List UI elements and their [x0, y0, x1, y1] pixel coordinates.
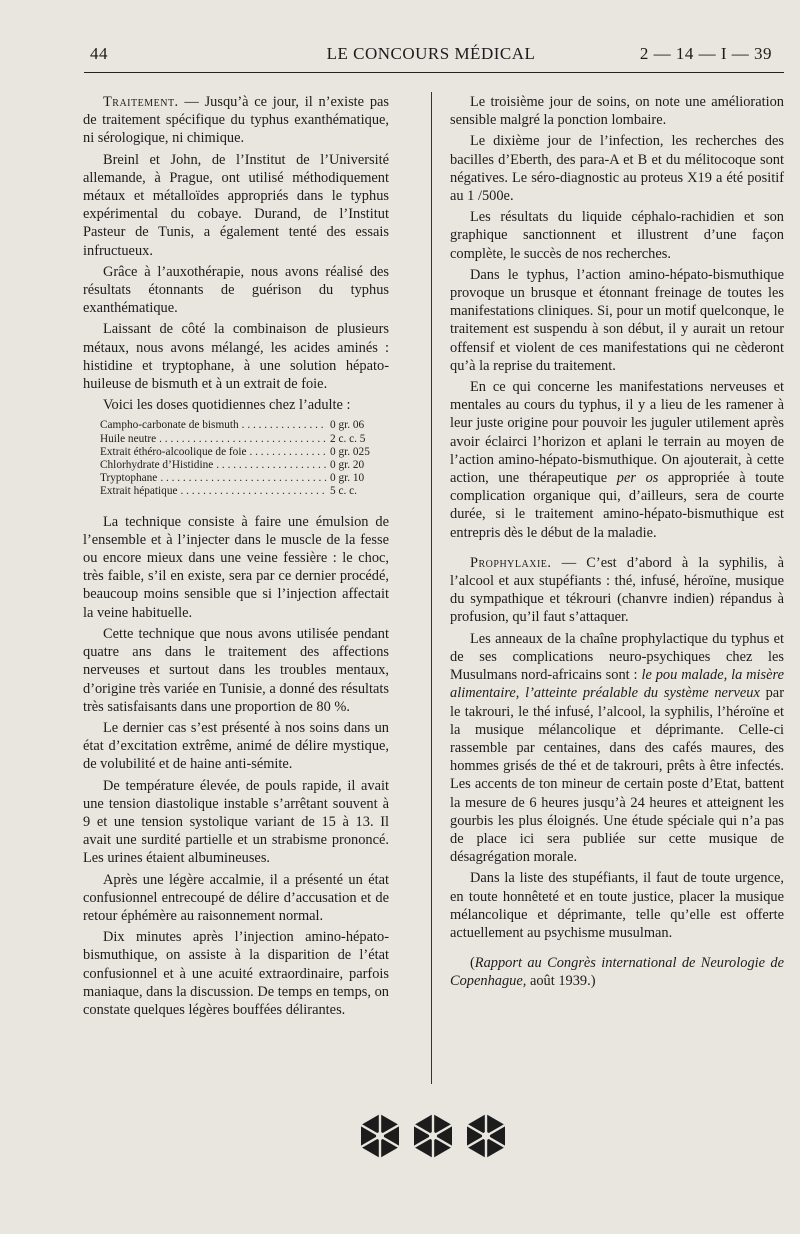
italic-text: le pou malade, la misère alimentaire, l’atteinte préalable du système nerveux: [450, 667, 784, 702]
ornament-1: [361, 1114, 399, 1158]
dosage-name: Huile neutre: [100, 432, 157, 445]
dosage-row: [100, 485, 382, 498]
citation: [450, 954, 784, 990]
dosage-name: Campho-carbonate de bismuth: [100, 419, 239, 432]
dosage-qty: 5 c. c.: [330, 485, 357, 498]
dosage-row: [100, 433, 382, 446]
issue-date: 2 — 14 — I — 39: [639, 44, 772, 63]
dosage-qty: 0 gr. 025: [330, 445, 370, 458]
paragraph-text: appropriée à toute complication organique qui, d’ailleurs, sera de courte durée, si le traitement amino-hépato-bismuthique est entrepris dès le début de la maladie.: [450, 470, 784, 541]
paragraph: La technique consiste à faire une émulsion de l’ensemble et à l’injecter dans le muscle de la fesse ou encore mieux dans une veine fessière : le choc, très faible, s’il en existe, sera par ce dernier procédé, beaucoup moins sensible que si l’injection affectait la veine habituelle.: [83, 513, 389, 621]
dosage-qty: 0 gr. 20: [330, 459, 365, 472]
journal-title: LE CONCOURS MÉDICAL: [326, 44, 536, 63]
dosage-name: Tryptophane: [100, 472, 158, 485]
dosage-name: Chlorhydrate d’Histidine: [100, 459, 214, 472]
decorative-ornaments: [353, 1110, 513, 1162]
paragraph-text: par le takrouri, le thé infusé, l’alcool, la syphilis, l’héroïne et la musique mélancolique et déprimante. Celle-ci rassemble par centaines, dans des cafés maures, des hommes grisés de thé et de takrouri, prêts à être infectés. Les accents de ton mineur de certain poste d’Etat, battent la mesure de 6 heures jusqu’à 24 heures et atteignent les gourbis les plus éloignés. Une étude spéciale qui n’a pas de place ici sera publiée sur cette musique de désagrégation morale.: [450, 685, 784, 866]
dosage-row: [100, 459, 382, 472]
italic-text: per os: [616, 470, 659, 487]
dosage-name: Extrait éthéro-alcoolique de foie: [100, 445, 247, 458]
citation-text: (: [470, 955, 475, 972]
paragraph: Le dernier cas s’est présenté à nos soins dans un état d’excitation extrême, animé de délire mystique, de volubilité et de haine anti-sémite.: [83, 719, 389, 773]
paragraph-text: — Jusqu’à ce jour, il n’existe pas de traitement spécifique du typhus exanthématique, ni sérologique, ni chimique.: [83, 94, 389, 147]
paragraph: Breinl et John, de l’Institut de l’Université allemande, à Prague, ont utilisé méthodiquement métaux et métalloïdes appropriés dans le typhus expérimental du cobaye. Durand, de l’Institut Pasteur de Tunis, a également tenté des essais infructueux.: [83, 151, 389, 259]
paragraph: [450, 378, 784, 542]
dosage-row: [100, 446, 382, 459]
paragraph-text: En ce qui concerne les manifestations nerveuses et mentales au cours du typhus, il y a lieu de les ramener à leur juste origine pour pouvoir les juguler utilement après avoir éclairci l’horizon et aplani le terrain au moyen de l’action amino-hépato-bismuthique. On ajouterait, à cette action, une thérapeutique: [450, 379, 784, 487]
paragraph: Dans le typhus, l’action amino-hépato-bismuthique provoque un brusque et étonnant freinage de toutes les manifestations cliniques. Si, pour un motif quelconque, le traitement est suspendu à son début, il y aurait un retour offensif et violent de ces manifestations qui ne cèderont qu’à la reprise du traitement.: [450, 266, 784, 374]
paragraph: Grâce à l’auxothérapie, nous avons réalisé des résultats étonnants de guérison du typhus exanthématique.: [83, 263, 389, 317]
paragraph: [83, 93, 389, 148]
ornament-3: [467, 1114, 505, 1158]
paragraph: [450, 630, 784, 867]
column-divider: [431, 92, 432, 1084]
left-column: [83, 93, 389, 1022]
paragraph: Le troisième jour de soins, on note une amélioration sensible malgré la ponction lombaire.: [450, 94, 784, 129]
section-label-traitement: Traitement.: [103, 94, 179, 110]
paragraph: Laissant de côté la combinaison de plusieurs métaux, nous avons mélangé, les acides aminés : histidine et tryptophane, à une solution hépato-huileuse de bismuth et à un extrait de foie.: [83, 321, 389, 393]
paragraph: Dans la liste des stupéfiants, il faut de toute urgence, en toute honnêteté et en toute justice, placer la musique mélancolique et déprimante, telle qu’elle est offerte actuellement au psychisme musulman.: [450, 870, 784, 941]
paragraph-text: Les anneaux de la chaîne prophylactique du typhus et de ses complications neuro-psychiques chez les Musulmans nord-africains sont :: [450, 630, 784, 684]
paragraph: Voici les doses quotidiennes chez l’adulte :: [103, 397, 351, 414]
paragraph: Le dixième jour de l’infection, les recherches des bacilles d’Eberth, des para-A et B et du mélitocoque sont négatives. Le séro-diagnostic au proteus X19 a été positif au 1 /500e.: [450, 133, 784, 205]
paragraph: Dix minutes après l’injection amino-hépato-bismuthique, on assiste à la disparition de l’état confusionnel et à une acuité extraordinaire, parfois maniaque, dans la discussion. De temps en temps, on constate quelques légères bouffées délirantes.: [83, 929, 389, 1018]
dosage-name: Extrait hépatique: [100, 485, 178, 498]
paragraph: Cette technique que nous avons utilisée pendant quatre ans dans le traitement des affections nerveuses et surtout dans les troubles mentaux, d’origine très variée en Tunisie, a donné des résultats très satisfaisants dans une proportion de 80 %.: [83, 625, 389, 715]
section-label-prophylaxie: Prophylaxie.: [470, 554, 552, 571]
dosage-qty: 0 gr. 10: [330, 472, 365, 485]
dosage-table: [100, 419, 382, 498]
right-column: [450, 93, 784, 994]
paragraph: Après une légère accalmie, il a présenté un état confusionnel entrecoupé de délire d’accusation et de retour éphémère au raisonnement normal.: [83, 871, 389, 924]
paragraph-text: — C’est d’abord à la syphilis, à l’alcool et aux stupéfiants : thé, infusé, héroïne, musique du sympathique et tékrouri (chanvre indien) répandus à profusion, qu’il faut s’attaquer.: [450, 554, 784, 626]
running-head: [90, 44, 772, 72]
ornament-2: [414, 1114, 452, 1158]
header-rule: [84, 72, 784, 73]
dosage-qty: 2 c. c. 5: [330, 432, 366, 445]
paragraph: De température élevée, de pouls rapide, il avait une tension diastolique instable s’arrêtant souvent à 9 et une tension systolique variant de 15 à 13. Il avait une surdité partielle et un strabisme prononcé. Les urines étaient albumineuses.: [83, 777, 389, 867]
dosage-qty: 0 gr. 06: [330, 419, 365, 432]
dosage-row: [100, 472, 382, 485]
citation-italic: Rapport au Congrès international de Neurologie de Copenhague,: [450, 955, 784, 990]
page-number: 44: [90, 44, 108, 63]
paragraph: [450, 554, 784, 627]
paragraph: Les résultats du liquide céphalo-rachidien et son graphique sanctionnent et illustrent d’une façon complète, le succès de nos recherches.: [450, 209, 784, 262]
citation-text: août 1939.): [526, 973, 596, 990]
dosage-row: [100, 419, 382, 432]
